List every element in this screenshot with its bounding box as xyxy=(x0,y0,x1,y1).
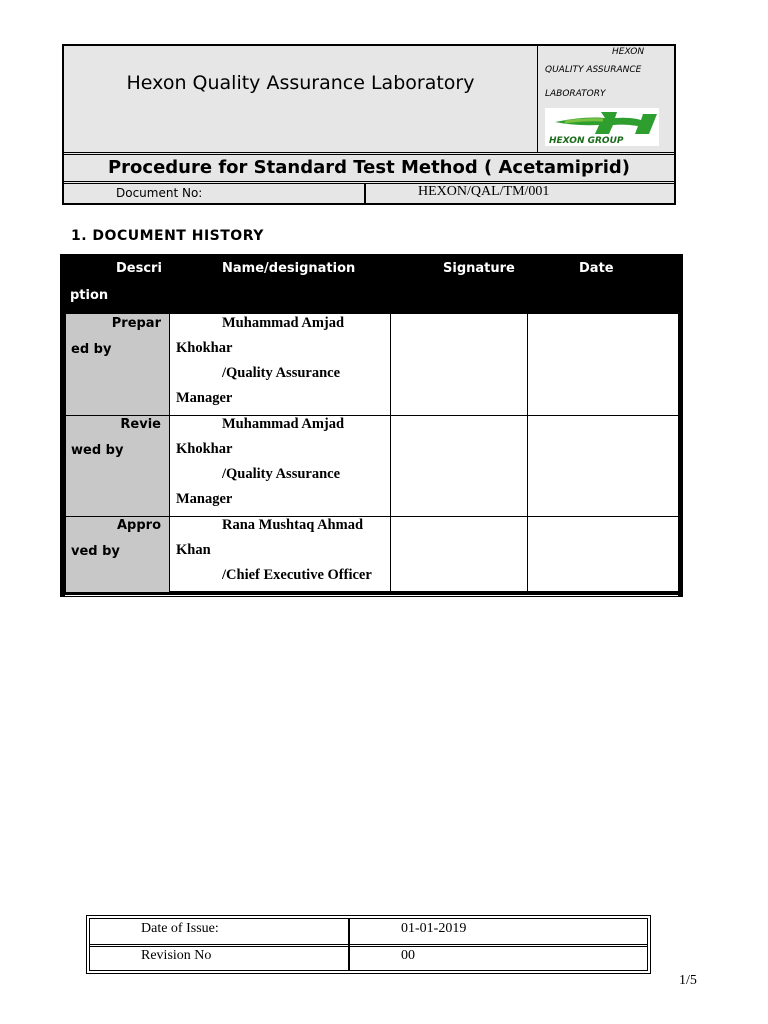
header-description-1: Descri xyxy=(116,261,162,276)
desc-line: Appro xyxy=(116,518,161,533)
hexon-group-logo-icon xyxy=(545,108,659,146)
name-line: Khokhar xyxy=(176,441,233,457)
name-line: Khokhar xyxy=(176,340,233,356)
desc-line: ed by xyxy=(71,342,112,357)
page-number: 1/5 xyxy=(679,973,697,988)
name-line: Khan xyxy=(176,542,211,558)
logo-text: HEXON GROUP xyxy=(549,136,624,146)
name-line: /Quality Assurance xyxy=(222,365,341,381)
table-row-approved-by-name xyxy=(176,513,391,588)
desc-line: Revie xyxy=(120,417,161,432)
table-row-reviewed-by-name xyxy=(176,412,391,512)
table-body xyxy=(65,313,680,593)
side-line-quality-assurance: QUALITY ASSURANCE xyxy=(545,65,642,75)
table-row-reviewed-by-description xyxy=(71,412,161,464)
document-no-divider xyxy=(364,184,366,203)
header-description-2: ption xyxy=(70,288,109,303)
name-line: /Quality Assurance xyxy=(222,466,341,482)
footer-inner xyxy=(89,918,648,971)
document-no-value: HEXON/QAL/TM/001 xyxy=(418,184,550,199)
header-date: Date xyxy=(579,261,614,276)
table-row-prepared-by-description xyxy=(71,311,161,363)
side-line-laboratory: LABORATORY xyxy=(545,89,606,99)
name-line: Rana Mushtaq Ahmad xyxy=(222,517,364,533)
header-separator xyxy=(64,152,674,155)
document-no-label: Document No: xyxy=(116,186,203,200)
revision-no-label: Revision No xyxy=(141,948,212,963)
section-heading-document-history: 1. DOCUMENT HISTORY xyxy=(71,228,264,244)
date-of-issue-label: Date of Issue: xyxy=(141,921,219,936)
procedure-title: Procedure for Standard Test Method ( Acetamiprid) xyxy=(107,157,631,178)
date-of-issue-value: 01-01-2019 xyxy=(401,921,467,936)
revision-footer-table xyxy=(86,915,651,974)
table-header-row xyxy=(61,255,682,313)
desc-line: ved by xyxy=(71,544,120,559)
name-line: Muhammad Amjad xyxy=(222,416,345,432)
name-line: Muhammad Amjad xyxy=(222,315,345,331)
name-line: Manager xyxy=(176,491,233,507)
desc-line: wed by xyxy=(71,443,124,458)
name-line: Manager xyxy=(176,390,233,406)
footer-column-divider xyxy=(348,919,350,970)
table-row-approved-by-description xyxy=(71,513,161,565)
side-line-hexon: HEXON xyxy=(612,47,645,57)
lab-title: Hexon Quality Assurance Laboratory xyxy=(126,72,475,94)
header-name-designation: Name/designation xyxy=(222,261,356,276)
document-header xyxy=(62,44,676,205)
name-line: /Chief Executive Officer xyxy=(222,567,372,583)
logo-cell xyxy=(537,46,675,152)
footer-row-divider xyxy=(90,944,647,947)
header-signature: Signature xyxy=(443,261,515,276)
column-divider-date xyxy=(527,314,528,592)
revision-no-value: 00 xyxy=(401,948,415,963)
desc-line: Prepar xyxy=(111,316,161,331)
table-row-prepared-by-name xyxy=(176,311,391,411)
header-separator-2 xyxy=(64,181,674,184)
lab-title-cell xyxy=(64,46,538,152)
document-history-table xyxy=(60,254,683,597)
